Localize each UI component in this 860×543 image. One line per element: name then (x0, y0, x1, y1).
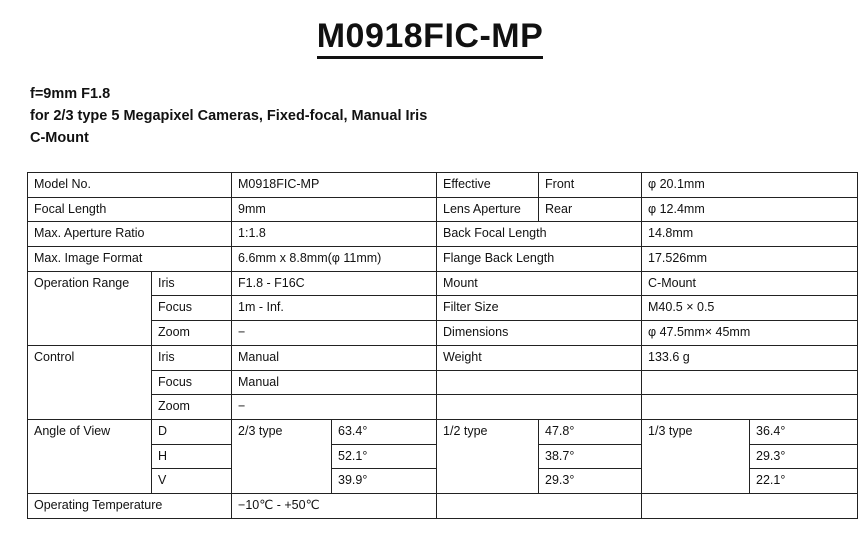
spec-value: 6.6mm x 8.8mm(φ 11mm) (232, 247, 437, 272)
spec-value: 17.526mm (642, 247, 858, 272)
spec-value: φ 20.1mm (642, 173, 858, 198)
table-row (28, 493, 858, 518)
spec-value: Manual (232, 345, 437, 370)
spec-label: Control (28, 345, 152, 419)
page-title (0, 14, 860, 58)
table-row (28, 395, 858, 420)
aov-axis: H (152, 444, 232, 469)
spec-label: Effective (437, 173, 539, 198)
spec-sublabel: Zoom (152, 321, 232, 346)
table-row (28, 296, 858, 321)
empty-cell (437, 370, 642, 395)
spec-label: Back Focal Length (437, 222, 642, 247)
spec-table (27, 172, 858, 519)
spec-sublabel: Zoom (152, 395, 232, 420)
table-row (28, 222, 858, 247)
spec-value: − (232, 321, 437, 346)
table-row (28, 197, 858, 222)
spec-value: 9mm (232, 197, 437, 222)
spec-label: Flange Back Length (437, 247, 642, 272)
table-row (28, 247, 858, 272)
product-model-title: M0918FIC-MP (317, 17, 544, 59)
aov-value: 29.3° (539, 469, 642, 494)
spec-sublabel: Focus (152, 296, 232, 321)
spec-value: Manual (232, 370, 437, 395)
aov-axis: D (152, 419, 232, 444)
aov-type: 1/2 type (437, 419, 539, 493)
spec-label: Max. Aperture Ratio (28, 222, 232, 247)
spec-value: −10℃ - +50℃ (232, 493, 437, 518)
spec-label: Weight (437, 345, 642, 370)
spec-label: Max. Image Format (28, 247, 232, 272)
spec-sublabel: Iris (152, 345, 232, 370)
table-row (28, 345, 858, 370)
aov-type: 1/3 type (642, 419, 750, 493)
empty-cell (642, 493, 858, 518)
spec-label: Focal Length (28, 197, 232, 222)
table-row (28, 419, 858, 444)
spec-value: F1.8 - F16C (232, 271, 437, 296)
aov-value: 47.8° (539, 419, 642, 444)
table-row (28, 173, 858, 198)
aov-value: 38.7° (539, 444, 642, 469)
aov-value: 29.3° (750, 444, 858, 469)
subtitle-mount: C-Mount (30, 130, 89, 146)
spec-sublabel: Front (539, 173, 642, 198)
aov-axis: V (152, 469, 232, 494)
table-row (28, 370, 858, 395)
spec-value: 1:1.8 (232, 222, 437, 247)
aov-value: 63.4° (332, 419, 437, 444)
spec-value: C-Mount (642, 271, 858, 296)
spec-label: Filter Size (437, 296, 642, 321)
spec-label: Model No. (28, 173, 232, 198)
spec-label: Operation Range (28, 271, 152, 345)
spec-label: Angle of View (28, 419, 152, 493)
spec-value: M40.5 × 0.5 (642, 296, 858, 321)
table-row (28, 321, 858, 346)
empty-cell (437, 493, 642, 518)
aov-value: 52.1° (332, 444, 437, 469)
aov-type: 2/3 type (232, 419, 332, 493)
aov-value: 36.4° (750, 419, 858, 444)
spec-value: φ 12.4mm (642, 197, 858, 222)
empty-cell (437, 395, 642, 420)
spec-value: 133.6 g (642, 345, 858, 370)
spec-sublabel: Focus (152, 370, 232, 395)
spec-value: φ 47.5mm× 45mm (642, 321, 858, 346)
spec-value: − (232, 395, 437, 420)
empty-cell (642, 370, 858, 395)
table-row (28, 271, 858, 296)
spec-label: Lens Aperture (437, 197, 539, 222)
spec-value: 14.8mm (642, 222, 858, 247)
subtitle-description: for 2/3 type 5 Megapixel Cameras, Fixed-focal, Manual Iris (30, 108, 428, 124)
spec-label: Dimensions (437, 321, 642, 346)
spec-sublabel: Iris (152, 271, 232, 296)
aov-value: 22.1° (750, 469, 858, 494)
spec-label: Operating Temperature (28, 493, 232, 518)
spec-label: Mount (437, 271, 642, 296)
spec-sublabel: Rear (539, 197, 642, 222)
subtitle-focal: f=9mm F1.8 (30, 86, 111, 102)
spec-value: 1m - Inf. (232, 296, 437, 321)
aov-value: 39.9° (332, 469, 437, 494)
spec-value: M0918FIC-MP (232, 173, 437, 198)
empty-cell (642, 395, 858, 420)
